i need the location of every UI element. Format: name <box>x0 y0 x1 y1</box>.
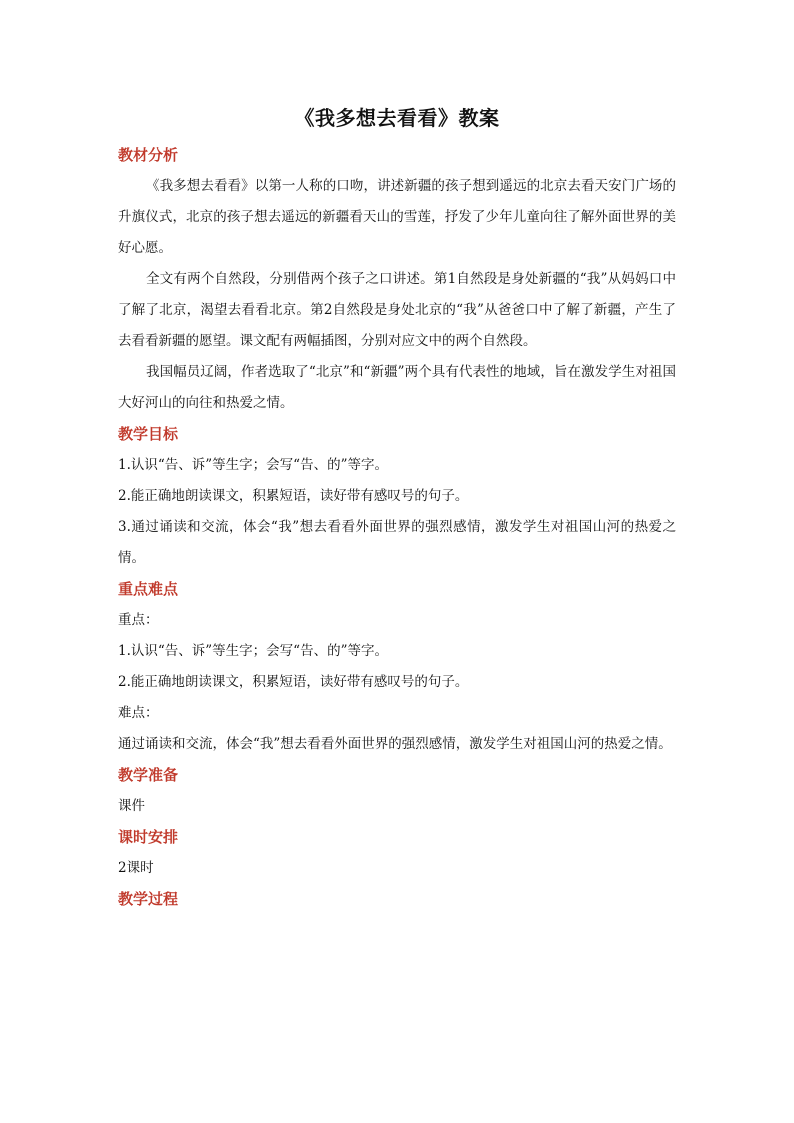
key-label: 重点： <box>118 612 159 628</box>
section-heading-analysis: 教材分析 <box>118 146 179 164</box>
document-page <box>118 100 676 915</box>
section-heading-keypoints: 重点难点 <box>118 580 179 598</box>
difficulty-text: 通过诵读和交流，体会“我”想去看看外面世界的强烈感情，激发学生对祖国山河的热爱之情。 <box>118 736 672 752</box>
goal-item-1: 1.认识“告、诉”等生字；会写“告、的”等字。 <box>118 457 388 473</box>
goal-item-2: 2.能正确地朗读课文，积累短语，读好带有感叹号的句子。 <box>118 488 469 504</box>
section-heading-process: 教学过程 <box>118 890 179 908</box>
schedule-text: 2课时 <box>118 860 154 876</box>
section-heading-schedule: 课时安排 <box>118 828 179 846</box>
difficulty-label: 难点： <box>118 705 159 721</box>
preparation-text: 课件 <box>118 798 145 814</box>
section-heading-goals: 教学目标 <box>118 425 179 443</box>
key-item-2: 2.能正确地朗读课文，积累短语，读好带有感叹号的句子。 <box>118 674 469 690</box>
goal-item-3: 3.通过诵读和交流，体会“我”想去看看外面世界的强烈感情，激发学生对祖国山河的热爱之情。 <box>118 519 676 566</box>
analysis-paragraph-3: 我国幅员辽阔，作者选取了“北京”和“新疆”两个具有代表性的地域，旨在激发学生对祖国大好河山的向往和热爱之情。 <box>118 364 676 411</box>
key-item-1: 1.认识“告、诉”等生字；会写“告、的”等字。 <box>118 643 388 659</box>
section-heading-preparation: 教学准备 <box>118 766 179 784</box>
analysis-paragraph-2: 全文有两个自然段，分别借两个孩子之口讲述。第1自然段是身处新疆的“我”从妈妈口中了解了北京，渴望去看看北京。第2自然段是身处北京的“我”从爸爸口中了解了新疆，产生了去看看新疆的愿望。课文配有两幅插图，分别对应文中的两个自然段。 <box>118 271 676 349</box>
analysis-paragraph-1: 《我多想去看看》以第一人称的口吻，讲述新疆的孩子想到遥远的北京去看天安门广场的升旗仪式，北京的孩子想去遥远的新疆看天山的雪莲，抒发了少年儿童向往了解外面世界的美好心愿。 <box>118 178 676 256</box>
document-title: 《我多想去看看》教案 <box>294 106 500 130</box>
